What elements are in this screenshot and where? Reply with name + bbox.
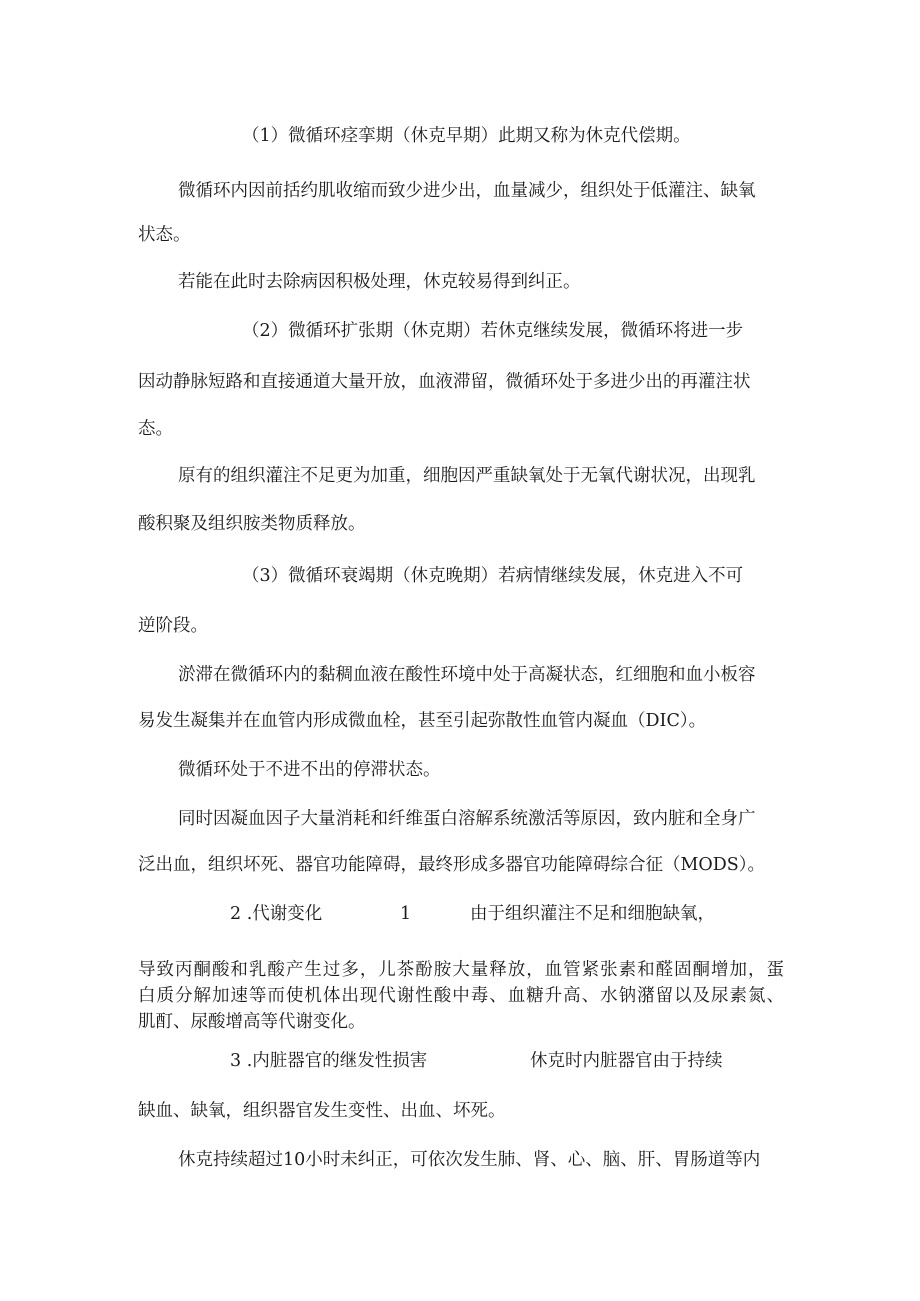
paragraph-line: 白质分解加速等而使机体出现代谢性酸中毒、血糖升高、水钠潴留以及尿素氮、 (138, 986, 784, 1006)
paragraph-line: 态。 (138, 419, 173, 439)
paragraph-line: 缺血、缺氧，组织器官发生变性、出血、坏死。 (138, 1101, 506, 1121)
paragraph-line: （2）微循环扩张期（休克期）若休克继续发展，微循环将进一步 (242, 321, 744, 341)
paragraph-line: 泛出血，组织坏死、器官功能障碍，最终形成多器官功能障碍综合征（MODS）。 (138, 855, 766, 875)
section-2-intro: 由于组织灌注不足和细胞缺氧， (470, 904, 715, 924)
section-2-number: 2 .代谢变化 (230, 904, 323, 924)
paragraph-line: 逆阶段。 (138, 616, 208, 636)
paragraph-line: 状态。 (138, 225, 191, 245)
paragraph-line: 因动静脉短路和直接通道大量开放，血液滞留，微循环处于多进少出的再灌注状 (138, 372, 751, 392)
paragraph-line: 同时因凝血因子大量消耗和纤维蛋白溶解系统激活等原因，致内脏和全身广 (178, 809, 756, 829)
paragraph-line: 若能在此时去除病因积极处理，休克较易得到纠正。 (178, 272, 581, 292)
paragraph-line: 肌酊、尿酸增高等代谢变化。 (138, 1012, 366, 1032)
paragraph-line: 导致丙酮酸和乳酸产生过多，儿茶酚胺大量释放，血管紧张素和醛固酮增加，蛋 (138, 960, 784, 980)
paragraph-line: 微循环处于不进不出的停滞状态。 (178, 760, 441, 780)
section-2-index: 1 (400, 904, 412, 924)
paragraph-line: 微循环内因前括约肌收缩而致少进少出，血量减少，组织处于低灌注、缺氧 (178, 181, 756, 201)
paragraph-line: 原有的组织灌注不足更为加重，细胞因严重缺氧处于无氧代谢状况，出现乳 (178, 466, 756, 486)
section-3-number: 3 .内脏器官的继发性损害 (230, 1051, 428, 1071)
paragraph-line: （3）微循环衰竭期（休克晚期）若病情继续发展，休克进入不可 (242, 566, 744, 586)
paragraph-line: 易发生凝集并在血管内形成微血栓，甚至引起弥散性血管内凝血（DIC）。 (138, 711, 707, 731)
paragraph-line: 淤滞在微循环内的黏稠血液在酸性环境中处于高凝状态，红细胞和血小板容 (178, 665, 756, 685)
paragraph-line: 酸积聚及组织胺类物质释放。 (138, 514, 366, 534)
section-3-intro: 休克时内脏器官由于持续 (530, 1051, 723, 1071)
paragraph-line: 休克持续超过10小时未纠正，可依次发生肺、肾、心、脑、肝、胃肠道等内 (178, 1150, 761, 1170)
paragraph-line: （1）微循环痉挛期（休克早期）此期又称为休克代偿期。 (242, 126, 691, 146)
